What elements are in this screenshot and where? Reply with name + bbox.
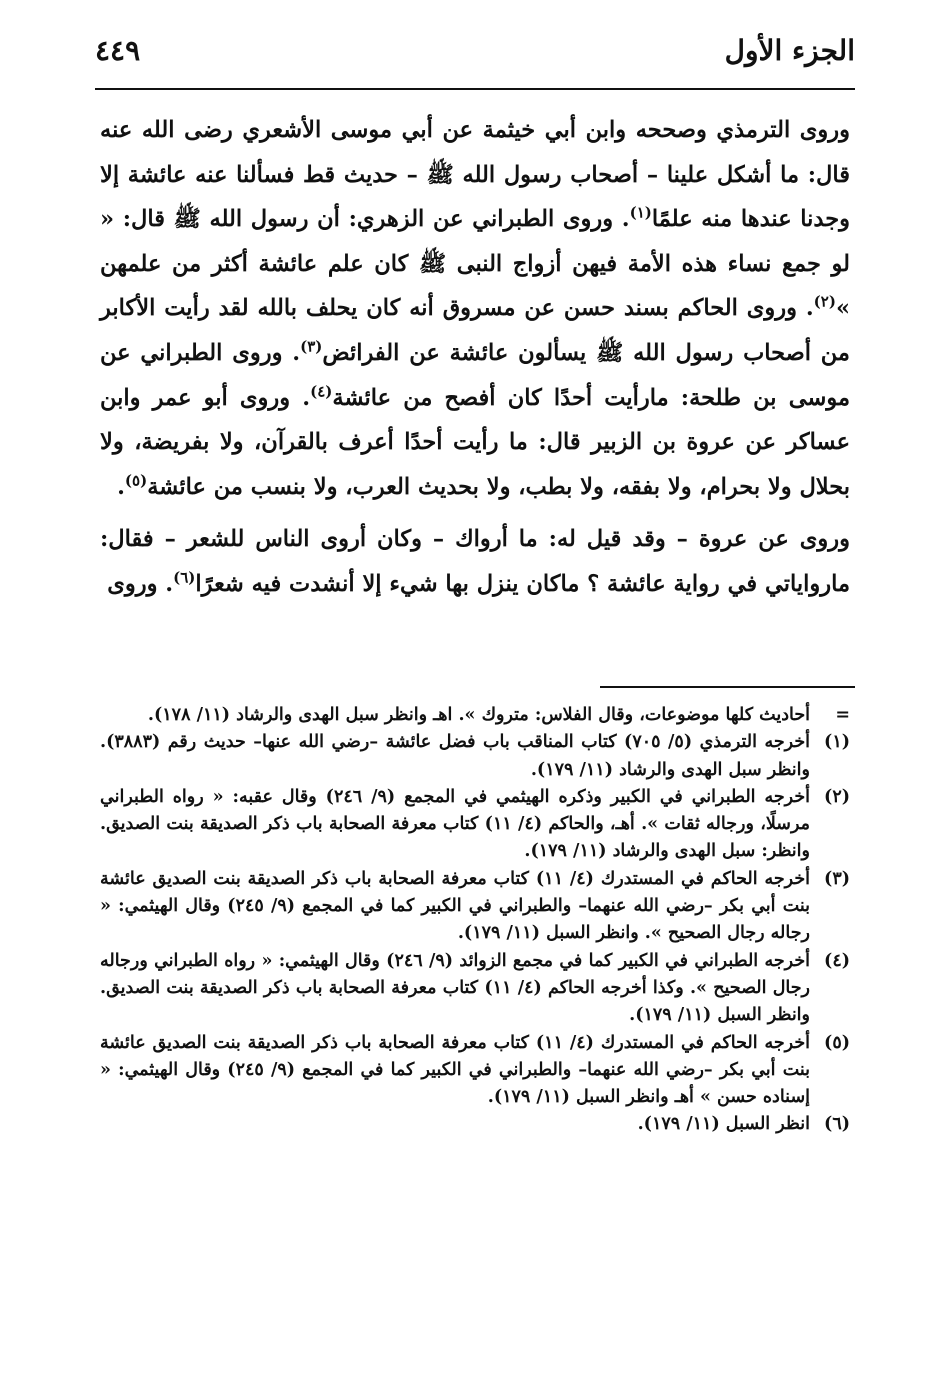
- paragraph: [100, 517, 850, 606]
- running-title: الجزء الأول: [724, 34, 855, 67]
- footnote-ref: (١): [629, 203, 652, 222]
- footnote-text: أخرجه الترمذي (٥/ ٧٠٥) كتاب المناقب باب فضل عائشة –رضي الله عنها– حديث رقم (٣٨٨٣). وانظر سبل الهدى والرشاد (١١/ ١٧٩).: [100, 732, 811, 780]
- footnote: [100, 729, 850, 784]
- footnotes: [100, 702, 850, 1139]
- footnote-ref: (٣): [300, 337, 323, 356]
- text-run: . وروى الطبراني عن موسى بن طلحة: مارأيت أحدًا كان أفصح من عائشة: [100, 339, 850, 411]
- text-run: . وروى الحاكم بسند حسن عن مسروق أنه كان يحلف بالله لقد رأيت الأكابر من أصحاب رسول الله ﷺ يسألون عائشة عن الفرائض: [100, 295, 850, 366]
- footnote-ref: (٦): [173, 568, 196, 587]
- footnote: [100, 866, 850, 948]
- footnote-number: (٦): [824, 1114, 850, 1135]
- text-run: وروى عن عروة – وقد قيل له: ما أرواك – وكان أروى الناس للشعر – فقال: مارواياتي في رواية عائشة ؟ ماكان ينزل بها شيء إلا أنشدت فيه شعرًا: [100, 526, 850, 597]
- footnote: [100, 948, 850, 1030]
- footnote: [100, 702, 850, 729]
- footnote-number: (٢): [824, 786, 850, 807]
- footnote-ref: (٤): [310, 382, 333, 401]
- footnote: [100, 1111, 850, 1138]
- footnote-text: أخرجه الطبراني في الكبير وذكره الهيثمي في المجمع (٩/ ٢٤٦) وقال عقبه: « رواه الطبراني مرسلًا، ورجاله ثقات ». أهـ، والحاكم (٤/ ١١) كتاب معرفة الصحابة باب ذكر الصديقة بنت الصديق. وانظر: سبل الهدى والرشاد (١١/ ١٧٩).: [100, 786, 811, 862]
- footnote: [100, 784, 850, 866]
- header-rule: [95, 88, 855, 90]
- footnote-ref: (٢): [813, 292, 836, 311]
- paragraph: [100, 108, 850, 509]
- text-run: . وروى: [107, 570, 174, 597]
- text-run: وروى الترمذي وصححه وابن أبي خيثمة عن أبي موسى الأشعري رضى الله عنه قال: ما أشكل علينا – أصحاب رسول الله ﷺ – حديث قط فسألنا عنه عائشة إلا وجدنا عندها منه علمًا: [100, 117, 850, 233]
- footnote-text: أحاديث كلها موضوعات، وقال الفلاس: متروك ». اهـ وانظر سبل الهدى والرشاد (١١/ ١٧٨).: [147, 705, 810, 725]
- footnote-text: انظر السبل (١١/ ١٧٩).: [637, 1114, 810, 1135]
- footnote-text: أخرجه الطبراني في الكبير كما في مجمع الزوائد (٩/ ٢٤٦) وقال الهيثمي: « رواه الطبراني ورجاله رجال الصحيح ». وكذا أخرجه الحاكم (٤/ ١١) كتاب معرفة الصحابة باب ذكر الصديقة بنت الصديق. وانظر السبل (١١/ ١٧٩).: [100, 950, 811, 1026]
- footnote: [100, 1030, 850, 1112]
- page-number: ٤٤٩: [95, 34, 141, 67]
- footnote-ref: (٥): [124, 471, 148, 490]
- text-run: .: [117, 473, 125, 500]
- main-text: [100, 108, 850, 607]
- footnote-number: (١): [824, 732, 850, 753]
- footnote-number: (٥): [824, 1032, 850, 1053]
- text-run: . وروى الطبراني عن الزهري: أن رسول الله ﷺ قال: « لو جمع نساء هذه الأمة فيهن أزواج النبى ﷺ كان علم عائشة أكثر من علمهن »: [100, 206, 850, 322]
- footnote-number: (٣): [824, 868, 850, 889]
- footnote-number: =: [835, 705, 850, 725]
- footnote-number: (٤): [824, 950, 850, 971]
- footnote-text: أخرجه الحاكم في المستدرك (٤/ ١١) كتاب معرفة الصحابة باب ذكر الصديقة بنت الصديق عائشة بنت أبي بكر –رضي الله عنهما– والطبراني في الكبير كما في المجمع (٩/ ٢٤٥) وقال الهيثمي: « إسناده حسن » أهـ وانظر السبل (١١/ ١٧٩).: [100, 1032, 811, 1108]
- footnote-text: أخرجه الحاكم في المستدرك (٤/ ١١) كتاب معرفة الصحابة باب ذكر الصديقة بنت الصديق عائشة بنت أبي بكر –رضي الله عنهما– والطبراني في الكبير كما في المجمع (٩/ ٢٤٥) وقال الهيثمي: « رجاله رجال الصحيح ». وانظر السبل (١١/ ١٧٩).: [100, 868, 811, 944]
- text-run: . وروى أبو عمر وابن عساكر عن عروة بن الزبير قال: ما رأيت أحدًا أعرف بالقرآن، ولا بفريضة، ولا بحلال ولا بحرام، ولا بفقه، ولا بطب، ولا بحديث العرب، ولا بنسب من عائشة: [100, 384, 850, 500]
- page-header: [95, 30, 855, 86]
- footnote-separator: [600, 686, 855, 688]
